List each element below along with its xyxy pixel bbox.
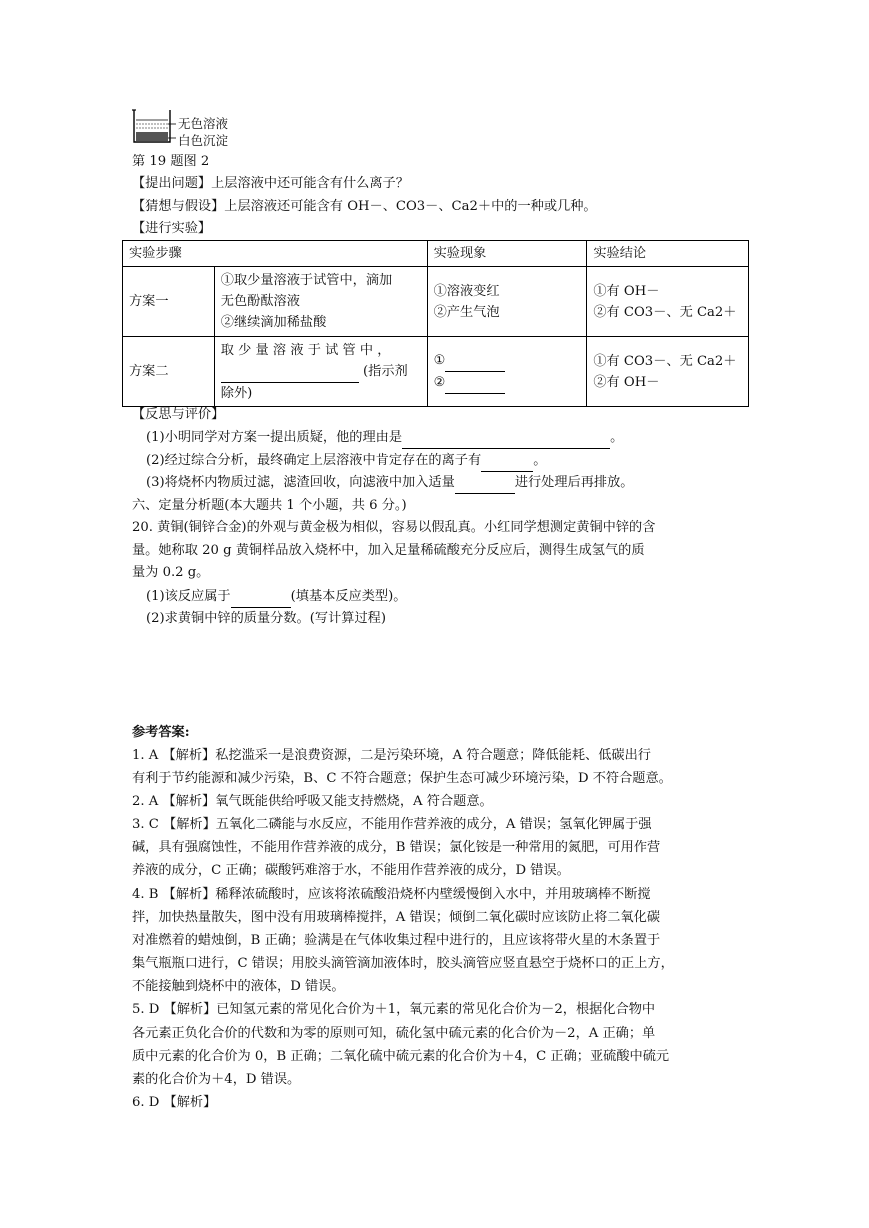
answer-line: 6. D 【解析】 <box>132 1095 217 1110</box>
answer-line: 1. A 【解析】私挖滥采一是浪费资源，二是污染环境，A 符合题意；降低能耗、低碳出行 <box>132 748 651 763</box>
plan-steps <box>214 337 427 407</box>
answer-blank[interactable] <box>445 372 505 394</box>
answer-line: 有利于节约能源和减少污染，B、C 不符合题意；保护生态可减少环境污染，D 不符合题意。 <box>132 771 672 786</box>
figure-label-top: 无色溶液 <box>178 116 229 131</box>
step-line: 取 少 量 溶 液 于 试 管 中 ， <box>220 342 391 358</box>
reflection-1 <box>146 427 623 449</box>
answer-line: 集气瓶瓶口进行，C 错误；用胶头滴管滴加液体时，胶头滴管应竖直悬空于烧杯口的正上方， <box>132 956 674 971</box>
conclusion: ①有 OH－ <box>593 283 660 299</box>
answer-blank[interactable] <box>221 361 359 383</box>
phenomenon-prefix: ② <box>433 374 446 390</box>
reflection-text: (2)经过综合分析，最终确定上层溶液中肯定存在的离子有 <box>146 453 482 468</box>
q20-part-2: (2)求黄铜中锌的质量分数。(写计算过程) <box>146 611 386 626</box>
experiment-heading: 【进行实验】 <box>132 221 212 236</box>
answer-line: 3. C 【解析】五氧化二磷能与水反应，不能用作营养液的成分，A 错误；氢氧化钾属于强 <box>132 817 652 832</box>
answer-line: 4. B 【解析】稀释浓硫酸时，应该将浓硫酸沿烧杯内壁缓慢倒入水中，并用玻璃棒不断搅 <box>132 887 651 902</box>
section-6-title: 六、定量分析题(本大题共 1 个小题，共 6 分。) <box>132 498 407 513</box>
plan-phenomena <box>427 337 587 407</box>
answer-blank[interactable] <box>445 350 505 372</box>
hypothesis-line: 【猜想与假设】上层溶液还可能含有 OH－、CO3－、Ca2＋中的一种或几种。 <box>132 199 597 214</box>
step-line: 除外) <box>220 385 253 401</box>
figure-label-bottom: 白色沉淀 <box>178 133 229 148</box>
answer-line: 不能接触到烧杯中的液体，D 错误。 <box>132 979 345 994</box>
step-line: ①取少量溶液于试管中，滴加 <box>220 273 393 288</box>
phenomenon-prefix: ① <box>433 352 446 368</box>
reflection-end: 。 <box>610 430 624 445</box>
answer-line: 对准燃着的蜡烛倒，B 正确；验满是在气体收集过程中进行的，且应该将带火星的木条置于 <box>132 933 661 948</box>
step-line <box>221 361 421 383</box>
answer-blank[interactable] <box>455 472 515 494</box>
beaker-figure <box>130 108 250 154</box>
reflection-text: (3)将烧杯内物质过滤，滤渣回收，向滤液中加入适量 <box>146 475 455 490</box>
answers-heading: 参考答案: <box>132 725 190 740</box>
q20-line: 量为 0.2 g。 <box>132 565 210 580</box>
answer-line: 碱，具有强腐蚀性，不能用作营养液的成分，B 错误；氯化铵是一种常用的氮肥，可用作营 <box>132 840 661 855</box>
plan-conclusions <box>587 267 749 337</box>
answer-blank[interactable] <box>402 427 610 449</box>
answer-blank[interactable] <box>481 450 533 472</box>
header-conclusion: 实验结论 <box>587 241 749 267</box>
plan-phenomena <box>427 267 587 337</box>
table-header-row <box>123 241 749 267</box>
reflection-heading: 【反思与评价】 <box>132 407 225 422</box>
conclusion: ②有 OH－ <box>593 374 660 390</box>
figure-caption: 第 19 题图 2 <box>132 154 210 169</box>
step-line: 无色酚酞溶液 <box>220 294 300 309</box>
q20-line: 量。她称取 20 g 黄铜样品放入烧杯中，加入足量稀硫酸充分反应后，测得生成氢气的质 <box>132 543 645 558</box>
answer-line: 养液的成分，C 正确；碳酸钙难溶于水，不能用作营养液的成分，D 错误。 <box>132 863 570 878</box>
q20-part-1 <box>146 586 406 608</box>
reflection-2 <box>146 450 546 472</box>
question-line: 【提出问题】上层溶液中还可能含有什么离子？ <box>132 176 409 191</box>
phenomenon <box>434 350 581 372</box>
table-row <box>123 267 749 337</box>
reflection-end: 进行处理后再排放。 <box>514 475 634 490</box>
phenomenon <box>434 372 581 394</box>
reflection-3 <box>146 472 634 494</box>
q20-line: 20. 黄铜(铜锌合金)的外观与黄金极为相似，容易以假乱真。小红同学想测定黄铜中锌的含 <box>132 520 656 535</box>
step-suffix: (指示剂 <box>363 363 408 379</box>
header-phenomena: 实验现象 <box>427 241 587 267</box>
step-line: ②继续滴加稀盐酸 <box>220 315 327 330</box>
q20-text-end: (填基本反应类型)。 <box>290 589 407 604</box>
reflection-end: 。 <box>533 453 547 468</box>
answer-line: 素的化合价为＋4，D 错误。 <box>132 1072 301 1087</box>
header-steps: 实验步骤 <box>123 241 428 267</box>
answer-line: 拌，加快热量散失，图中没有用玻璃棒搅拌，A 错误；倾倒二氧化碳时应该防止将二氧化碳 <box>132 910 661 925</box>
plan-steps <box>214 267 427 337</box>
table-row <box>123 337 749 407</box>
phenomenon: ②产生气泡 <box>433 304 500 320</box>
plan-label: 方案二 <box>123 337 215 407</box>
reflection-text: (1)小明同学对方案一提出质疑，他的理由是 <box>146 430 403 445</box>
plan-label: 方案一 <box>123 267 215 337</box>
answer-line: 5. D 【解析】已知氢元素的常见化合价为＋1，氧元素的常见化合价为－2，根据化合物中 <box>132 1002 656 1017</box>
answer-line: 2. A 【解析】氧气既能供给呼吸又能支持燃烧，A 符合题意。 <box>132 794 493 809</box>
experiment-table <box>122 240 749 407</box>
answer-line: 质中元素的化合价为 0，B 正确；二氧化硫中硫元素的化合价为＋4，C 正确；亚硫酸中硫元 <box>132 1049 670 1064</box>
phenomenon: ①溶液变红 <box>433 283 500 299</box>
conclusion: ①有 CO3－、无 Ca2＋ <box>593 353 737 369</box>
answer-blank[interactable] <box>231 586 291 608</box>
answer-line: 各元素正负化合价的代数和为零的原则可知，硫化氢中硫元素的化合价为－2，A 正确；单 <box>132 1026 656 1041</box>
q20-text: (1)该反应属于 <box>146 589 231 604</box>
conclusion: ②有 CO3－、无 Ca2＋ <box>593 304 737 320</box>
plan-conclusions <box>587 337 749 407</box>
